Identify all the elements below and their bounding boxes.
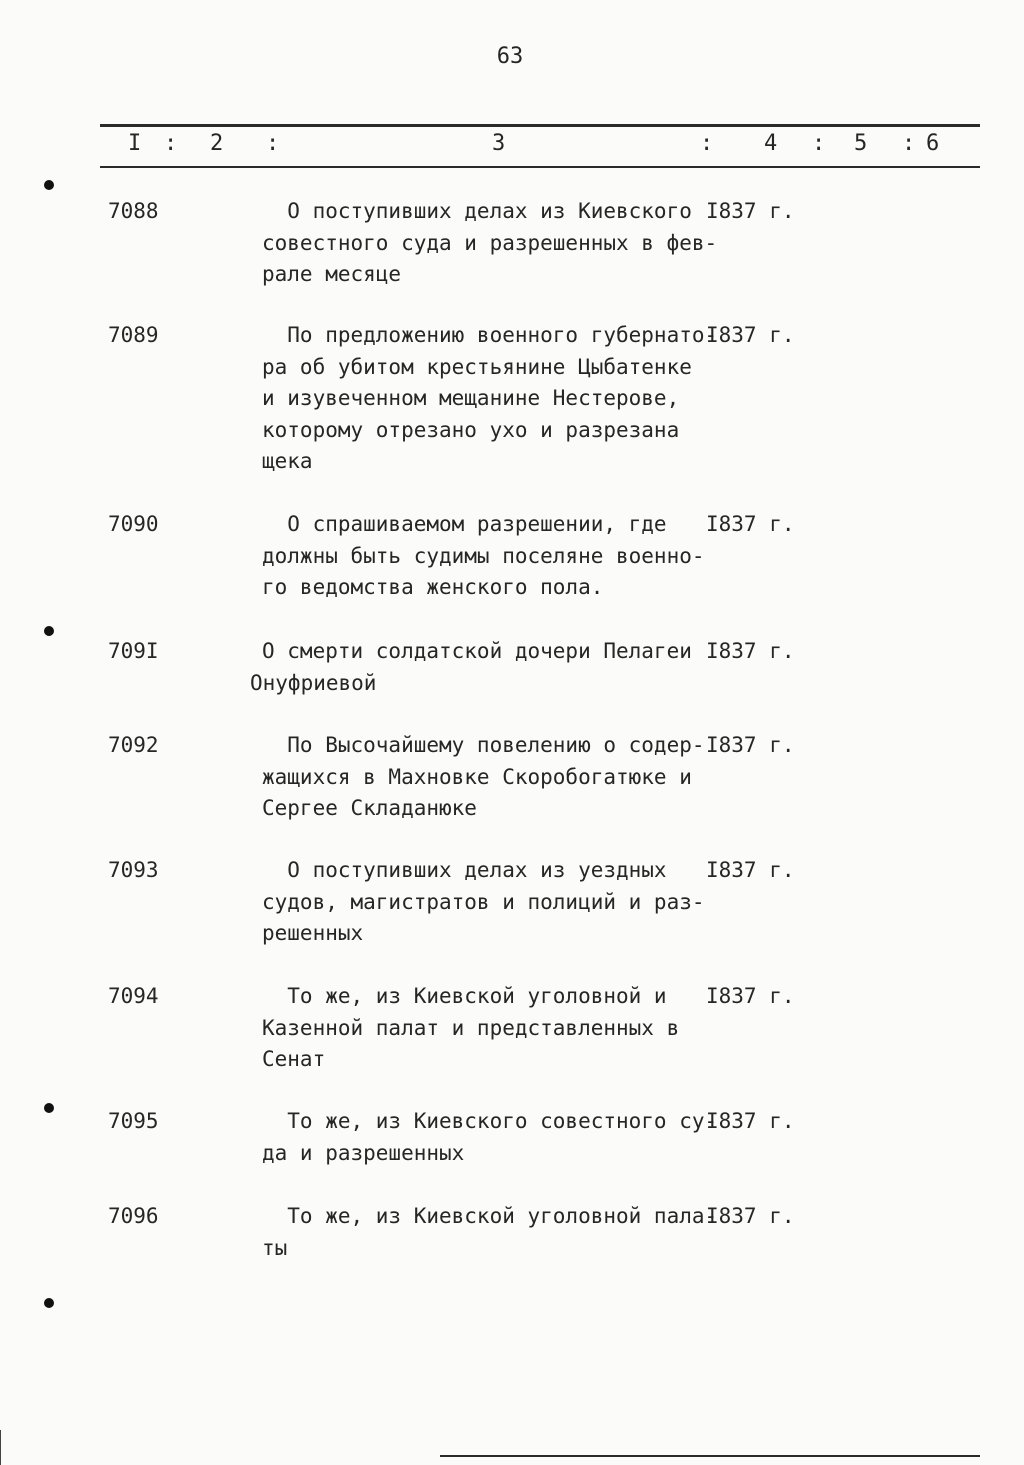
header-col-4: 4	[764, 131, 778, 156]
row-year: I837 г.	[706, 1204, 795, 1228]
header-col-6: 6	[926, 131, 940, 156]
header-col-2: 2	[210, 131, 224, 156]
row-year: I837 г.	[706, 199, 795, 223]
row-description: По предложению военного губернато- ра об убитом крестьянине Цыбатенке и изувеченном мещанине Нестерове, которому отрезано ухо и разрезана щека	[262, 323, 718, 473]
row-number: 709I	[108, 639, 159, 663]
row-description: О спрашиваемом разрешении, где должны быть судимы поселяне военно- го ведомства женского пола.	[262, 512, 705, 599]
page-number: 63	[496, 44, 524, 69]
row-description: О поступивших делах из Киевского совестного суда и разрешенных в фев- рале месяце	[262, 199, 718, 286]
row-description: То же, из Киевского совестного су- да и разрешенных	[262, 1109, 718, 1165]
header-col-3: 3	[492, 131, 506, 156]
header-sep-4: :	[812, 131, 826, 156]
row-year: I837 г.	[706, 858, 795, 882]
row-year: I837 г.	[706, 1109, 795, 1133]
header-sep-5: :	[902, 131, 916, 156]
punch-hole-mark	[44, 1103, 54, 1113]
row-description: То же, из Киевской уголовной и Казенной палат и представленных в Сенат	[262, 984, 680, 1071]
row-description: То же, из Киевской уголовной пала- ты	[262, 1204, 718, 1260]
row-year: I837 г.	[706, 984, 795, 1008]
row-number: 7096	[108, 1204, 159, 1228]
row-number: 7089	[108, 323, 159, 347]
header-bottom-rule	[100, 166, 980, 168]
header-col-1: I	[128, 131, 142, 156]
row-number: 7093	[108, 858, 159, 882]
row-number: 7090	[108, 512, 159, 536]
row-year: I837 г.	[706, 733, 795, 757]
punch-hole-mark	[44, 626, 54, 636]
scan-edge-line	[0, 1430, 1, 1465]
row-year: I837 г.	[706, 512, 795, 536]
header-sep-1: :	[164, 131, 178, 156]
row-year: I837 г.	[706, 323, 795, 347]
row-number: 7092	[108, 733, 159, 757]
header-col-5: 5	[854, 131, 868, 156]
row-description: По Высочайшему повелению о содер- жащихся в Махновке Скоробогатюке и Сергее Складанюке	[262, 733, 705, 820]
row-description: О смерти солдатской дочери Пелагеи Онуфриевой	[250, 639, 692, 695]
row-number: 7094	[108, 984, 159, 1008]
header-sep-3: :	[700, 131, 714, 156]
row-number: 7095	[108, 1109, 159, 1133]
row-description: О поступивших делах из уездных судов, магистратов и полиций и раз- решенных	[262, 858, 705, 945]
punch-hole-mark	[44, 1298, 54, 1308]
header-top-rule	[100, 124, 980, 127]
row-number: 7088	[108, 199, 159, 223]
punch-hole-mark	[44, 180, 54, 190]
row-year: I837 г.	[706, 639, 795, 663]
bottom-rule	[440, 1455, 980, 1457]
header-sep-2: :	[266, 131, 280, 156]
